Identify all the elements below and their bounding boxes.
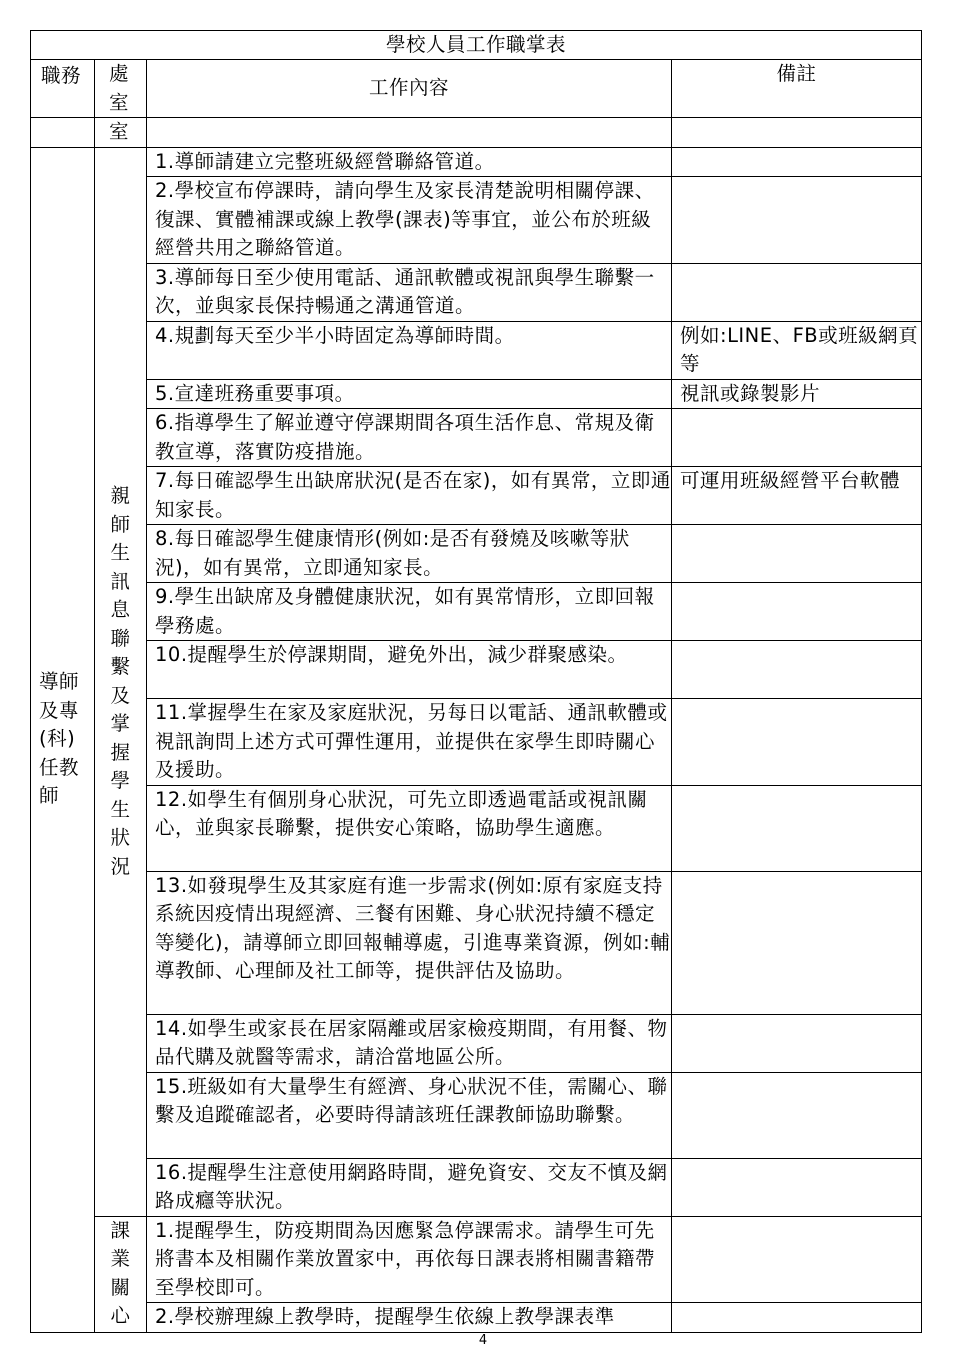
table-row	[31, 583, 922, 641]
content-cell: 4.規劃每天至少半小時固定為導師時間。	[147, 321, 672, 379]
content-cell: 3.導師每日至少使用電話、通訊軟體或視訊與學生聯繫一次，並與家長保持暢通之溝通管道。	[147, 263, 672, 321]
remark-cell	[672, 1072, 922, 1158]
remark-cell: 例如:LINE、FB或班級網頁等	[672, 321, 922, 379]
table-row	[31, 321, 922, 379]
header-duty: 職務	[31, 60, 95, 118]
table-row	[31, 699, 922, 786]
header-office-cont: 室	[95, 118, 147, 148]
content-cell: 8.每日確認學生健康情形(例如:是否有發燒及咳嗽等狀況)，如有異常，立即通知家長。	[147, 525, 672, 583]
remark-cell	[672, 263, 922, 321]
remark-cell	[672, 525, 922, 583]
remark-cell: 可運用班級經營平台軟體	[672, 467, 922, 525]
content-cell: 14.如學生或家長在居家隔離或居家檢疫期間，有用餐、物品代購及就醫等需求，請洽當地區公所。	[147, 1014, 672, 1072]
header-content: 工作內容	[147, 60, 672, 118]
group-name-cell: 親師生訊息聯繫及掌握學生狀況	[95, 147, 147, 1216]
remark-cell	[672, 409, 922, 467]
header-duty-cont	[31, 118, 95, 148]
page-number: 4	[478, 1333, 488, 1348]
table-row	[31, 525, 922, 583]
content-cell: 1.提醒學生，防疫期間為因應緊急停課需求。請學生可先將書本及相關作業放置家中，再依每日課表將相關書籍帶至學校即可。	[147, 1216, 672, 1303]
content-cell: 13.如發現學生及其家庭有進一步需求(例如:原有家庭支持系統因疫情出現經濟、三餐有困難、身心狀況持續不穩定等變化)，請導師立即回報輔導處，引進專業資源，例如:輔導教師、心理師及社工師等，提供評估及協助。	[147, 871, 672, 1014]
content-cell: 2.學校宣布停課時，請向學生及家長清楚說明相關停課、復課、實體補課或線上教學(課表)等事宜，並公布於班級經營共用之聯絡管道。	[147, 177, 672, 264]
table-row	[31, 263, 922, 321]
table-row	[31, 177, 922, 264]
remark-cell	[672, 1158, 922, 1216]
remark-cell	[672, 177, 922, 264]
remark-cell	[672, 871, 922, 1014]
content-cell: 6.指導學生了解並遵守停課期間各項生活作息、常規及衛教宣導，落實防疫措施。	[147, 409, 672, 467]
role-cell: 導師及專(科)任教師	[31, 147, 95, 1332]
header-office: 處室	[95, 60, 147, 118]
duty-table	[30, 30, 922, 1333]
table-row	[31, 785, 922, 871]
table-row	[31, 379, 922, 409]
table-row	[31, 1303, 922, 1333]
content-cell: 1.導師請建立完整班級經營聯絡管道。	[147, 147, 672, 177]
table-row	[31, 1072, 922, 1158]
header-remark-cont	[672, 118, 922, 148]
content-cell: 10.提醒學生於停課期間，避免外出，減少群聚感染。	[147, 641, 672, 699]
content-cell: 16.提醒學生注意使用網路時間，避免資安、交友不慎及網路成癮等狀況。	[147, 1158, 672, 1216]
content-cell: 12.如學生有個別身心狀況，可先立即透過電話或視訊關心，並與家長聯繫，提供安心策略，協助學生適應。	[147, 785, 672, 871]
table-row	[31, 147, 922, 177]
remark-cell	[672, 641, 922, 699]
table-row	[31, 1158, 922, 1216]
remark-cell	[672, 147, 922, 177]
table-row	[31, 409, 922, 467]
remark-cell	[672, 1014, 922, 1072]
remark-cell	[672, 785, 922, 871]
content-cell: 15.班級如有大量學生有經濟、身心狀況不佳，需關心、聯繫及追蹤確認者，必要時得請該班任課教師協助聯繫。	[147, 1072, 672, 1158]
table-row	[31, 1014, 922, 1072]
table-title: 學校人員工作職掌表	[31, 31, 922, 60]
header-content-cont	[147, 118, 672, 148]
content-cell: 2.學校辦理線上教學時，提醒學生依線上教學課表準	[147, 1303, 672, 1333]
table-row	[31, 871, 922, 1014]
table-row	[31, 467, 922, 525]
remark-cell	[672, 699, 922, 786]
remark-cell	[672, 1303, 922, 1333]
content-cell: 9.學生出缺席及身體健康狀況，如有異常情形，立即回報學務處。	[147, 583, 672, 641]
remark-cell: 視訊或錄製影片	[672, 379, 922, 409]
table-row	[31, 641, 922, 699]
remark-cell	[672, 1216, 922, 1303]
content-cell: 7.每日確認學生出缺席狀況(是否在家)，如有異常，立即通知家長。	[147, 467, 672, 525]
table-row	[31, 1216, 922, 1303]
header-remark: 備註	[672, 60, 922, 118]
content-cell: 11.掌握學生在家及家庭狀況，另每日以電話、通訊軟體或視訊詢問上述方式可彈性運用，並提供在家學生即時關心及援助。	[147, 699, 672, 786]
group-name-cell: 課業關心	[95, 1216, 147, 1332]
remark-cell	[672, 583, 922, 641]
content-cell: 5.宣達班務重要事項。	[147, 379, 672, 409]
